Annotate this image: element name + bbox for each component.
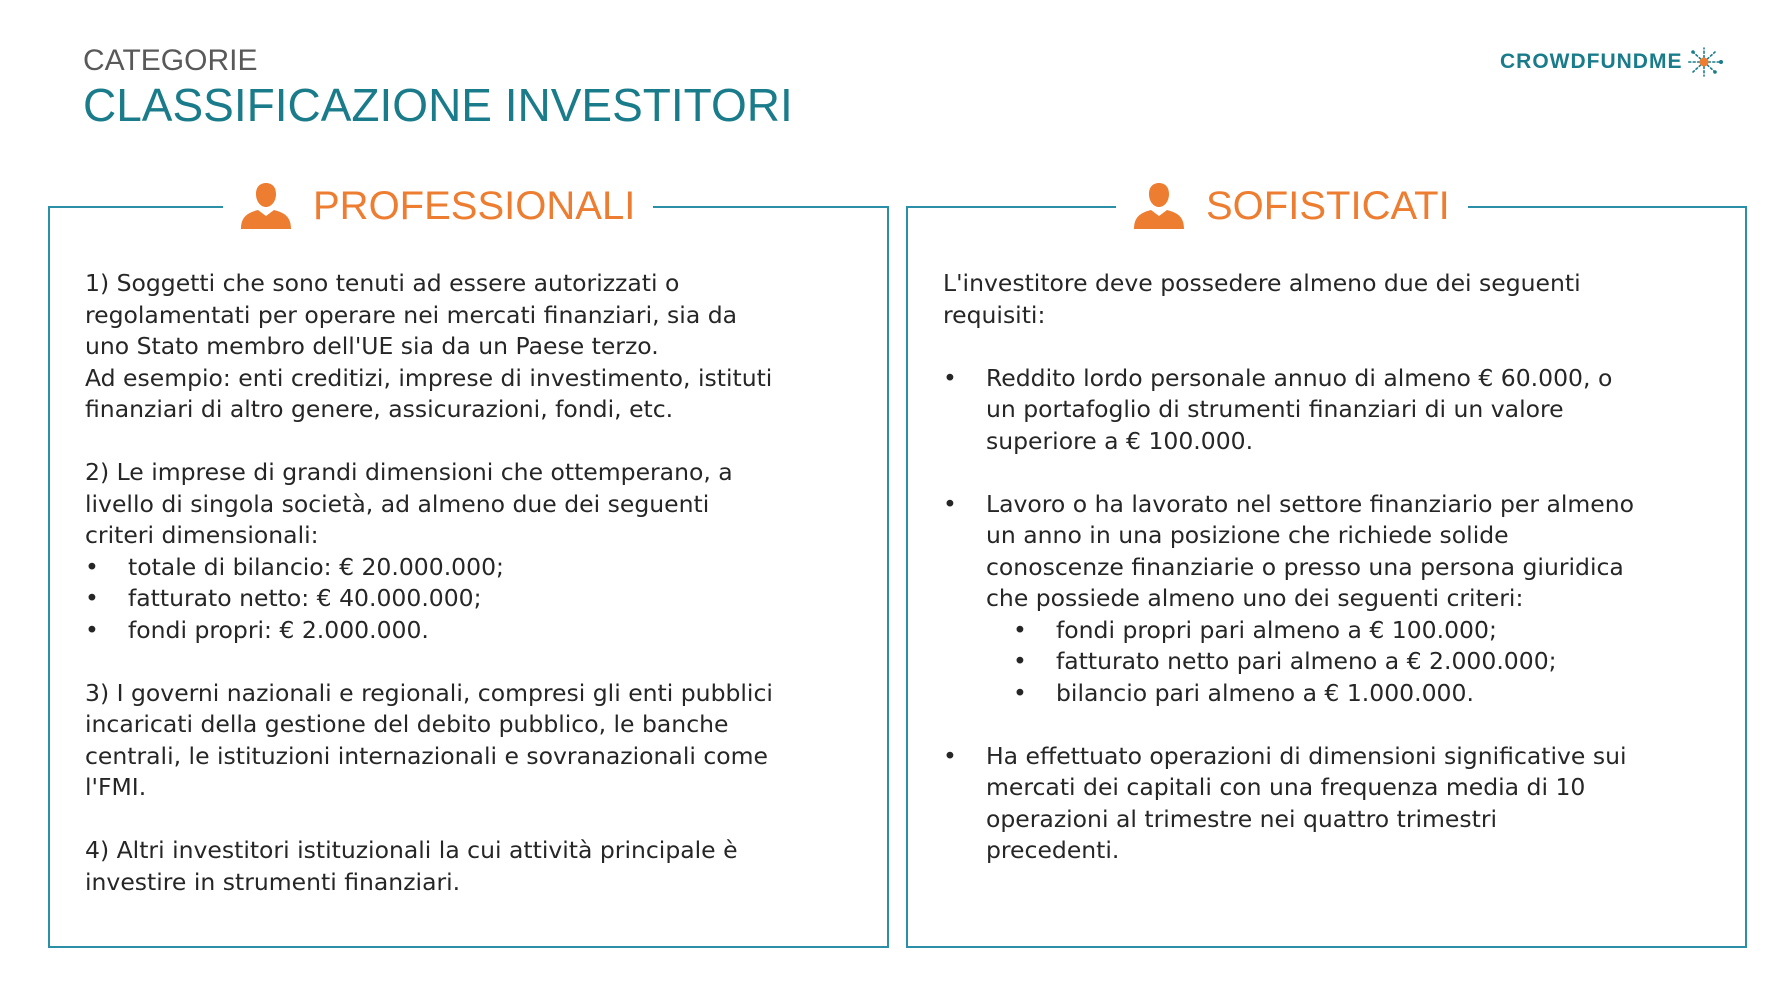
list-item-text: fondi propri: € 2.000.000. — [128, 615, 429, 644]
text-line: criteri dimensionali: — [85, 521, 319, 549]
text-line: un anno in una posizione che richiede solide — [986, 521, 1509, 549]
text-line: un portafoglio di strumenti finanziari di un valore — [986, 395, 1564, 423]
bullet-icon: • — [943, 489, 957, 518]
professionali-panel — [48, 183, 889, 948]
bullet-icon: • — [943, 363, 957, 392]
sofisticati-header — [1116, 174, 1468, 238]
text-line: l'FMI. — [85, 773, 147, 801]
person-icon — [241, 183, 291, 229]
bullet-icon: • — [1013, 678, 1027, 707]
bullet-icon: • — [85, 552, 99, 581]
list-item — [85, 583, 857, 615]
professionali-title: PROFESSIONALI — [313, 183, 636, 228]
text-line: uno Stato membro dell'UE sia da un Paese terzo. — [85, 332, 659, 360]
text-line: conoscenze finanziarie o presso una persona giuridica — [986, 552, 1624, 581]
text-line: mercati dei capitali con una frequenza media di 10 — [986, 773, 1586, 801]
text-line: Lavoro o ha lavorato nel settore finanziario per almeno — [986, 489, 1635, 518]
text-line: 2) Le imprese di grandi dimensioni che ottemperano, a — [85, 458, 733, 486]
logo-text: CROWDFUNDME — [1500, 50, 1683, 73]
list-item-text — [986, 489, 1715, 615]
text-line: incaricati della gestione del debito pubblico, le banche — [85, 710, 729, 738]
text-line: precedenti. — [986, 836, 1120, 864]
text-line: L'investitore deve possedere almeno due dei seguenti — [943, 269, 1581, 297]
list-item — [85, 552, 857, 584]
sofisticati-panel — [906, 183, 1747, 948]
crowdfundme-logo — [1500, 46, 1724, 78]
list-item-text — [986, 741, 1715, 867]
text-line: Ha effettuato operazioni di dimensioni significative sui — [986, 741, 1627, 770]
sofisticati-content — [943, 268, 1715, 867]
professionali-content — [85, 268, 857, 898]
text-line: 1) Soggetti che sono tenuti ad essere autorizzati o — [85, 269, 680, 297]
intro-paragraph — [943, 268, 1715, 331]
sub-list-item-text: fondi propri pari almeno a € 100.000; — [1056, 615, 1497, 644]
list-item-text: totale di bilancio: € 20.000.000; — [128, 552, 504, 581]
text-line: livello di singola società, ad almeno due dei seguenti — [85, 489, 710, 518]
text-line: requisiti: — [943, 300, 1046, 329]
sub-list-item — [943, 646, 1715, 678]
list-item-text — [986, 363, 1715, 458]
paragraph-2 — [85, 457, 857, 552]
bullet-icon: • — [943, 741, 957, 770]
page-kicker: CATEGORIE — [83, 44, 258, 77]
professionali-header — [223, 174, 653, 238]
text-line: 3) I governi nazionali e regionali, compresi gli enti pubblici — [85, 678, 773, 707]
list-item — [943, 489, 1715, 615]
text-line: regolamentati per operare nei mercati finanziari, sia da — [85, 300, 738, 329]
paragraph-1 — [85, 268, 857, 426]
list-item — [85, 615, 857, 647]
text-line: investire in strumenti finanziari. — [85, 867, 461, 896]
bullet-icon: • — [85, 584, 99, 612]
bullet-icon: • — [1013, 615, 1027, 644]
text-line: operazioni al trimestre nei quattro trimestri — [986, 804, 1498, 833]
sub-list-item — [943, 615, 1715, 647]
text-line: superiore a € 100.000. — [986, 426, 1254, 455]
list-item — [943, 363, 1715, 458]
sofisticati-title: SOFISTICATI — [1206, 183, 1450, 228]
sub-list-item-text: bilancio pari almeno a € 1.000.000. — [1056, 678, 1474, 707]
text-line: Ad esempio: enti creditizi, imprese di investimento, istituti — [85, 363, 773, 392]
person-icon — [1134, 183, 1184, 229]
text-line: che possiede almeno uno dei seguenti criteri: — [986, 584, 1524, 612]
paragraph-4 — [85, 835, 857, 898]
sub-list-item — [943, 678, 1715, 710]
starburst-icon — [1684, 46, 1724, 78]
paragraph-3 — [85, 678, 857, 804]
list-item-text: fatturato netto: € 40.000.000; — [128, 584, 482, 612]
bullet-icon: • — [1013, 647, 1027, 675]
page-title: CLASSIFICAZIONE INVESTITORI — [83, 79, 793, 131]
list-item — [943, 741, 1715, 867]
text-line: centrali, le istituzioni internazionali e sovranazionali come — [85, 741, 768, 770]
bullet-icon: • — [85, 615, 99, 644]
text-line: 4) Altri investitori istituzionali la cui attività principale è — [85, 836, 738, 864]
sub-list-item-text: fatturato netto pari almeno a € 2.000.000; — [1056, 647, 1557, 675]
text-line: Reddito lordo personale annuo di almeno € 60.000, o — [986, 363, 1613, 392]
text-line: finanziari di altro genere, assicurazioni, fondi, etc. — [85, 395, 674, 423]
